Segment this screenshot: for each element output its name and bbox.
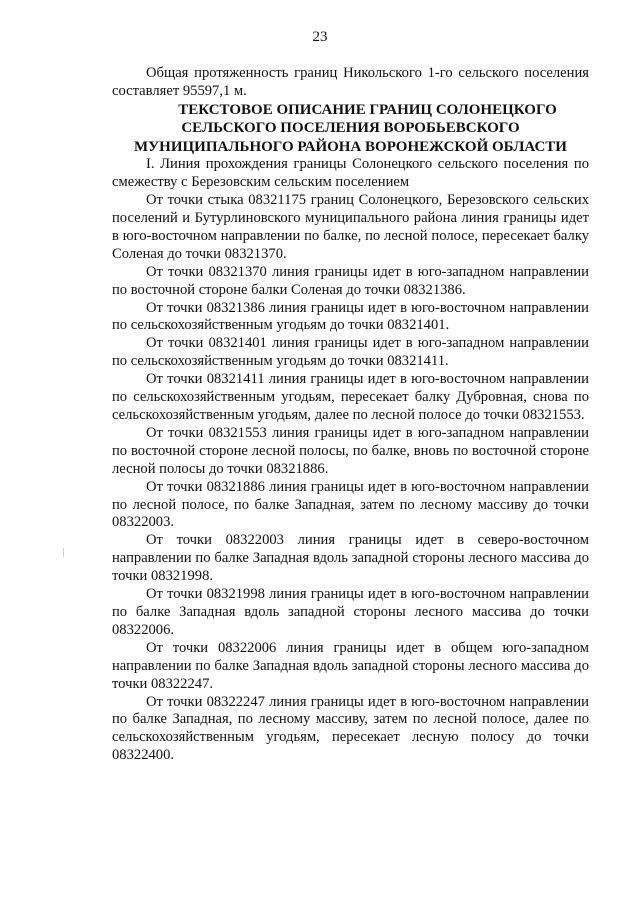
page-number: 23: [312, 29, 328, 45]
boundary-paragraph: От точки 08322247 линия границы идет в юго-восточном направлении по балке Западная, по лесному массиву, затем по лесной полосе, далее по сельскохозяйственным угодьям, пересекает лесную полосу до точки 08322400.: [112, 693, 589, 764]
boundary-paragraph: От точки 08321998 линия границы идет в юго-восточном направлении по балке Западная вдоль западной стороны лесного массива до точки 08322006.: [112, 586, 589, 638]
boundary-paragraph: От точки 08322006 линия границы идет в общем юго-западном направлении по балке Западная вдоль западной стороны лесного массива до точки 08322247.: [112, 639, 589, 692]
boundary-paragraph: От точки стыка 08321175 границ Солонецкого, Березовского сельских поселений и Бутурлиновского муниципального района линия границы идет в юго-восточном направлении по балке, по лесной полосе, пересекает балку Соленая до точки 08321370.: [112, 192, 589, 262]
boundary-paragraph: От точки 08321386 линия границы идет в юго-восточном направлении по сельскохозяйственным угодьям до точки 08321401.: [112, 299, 589, 334]
section-heading: I. Линия прохождения границы Солонецкого сельского поселения по смежеству с Березовским сельским поселением: [112, 156, 589, 191]
boundary-paragraph: От точки 08321553 линия границы идет в юго-западном направлении по восточной стороне лесной полосы, по балке, вновь по восточной стороне лесной полосы до точки 08321886.: [112, 424, 589, 477]
boundary-paragraph: От точки 08321370 линия границы идет в юго-западном направлении по восточной стороне балки Соленая до точки 08321386.: [112, 263, 589, 298]
boundary-paragraph: От точки 08322003 линия границы идет в северо-восточном направлении по балке Западная вдоль западной стороны лесного массива до точки 08321998.: [112, 532, 589, 585]
intro-paragraph: Общая протяженность границ Никольского 1-го сельского поселения составляет 95597,1 м.: [112, 65, 589, 99]
section-title: ТЕКСТОВОЕ ОПИСАНИЕ ГРАНИЦ СОЛОНЕЦКОГО СЕЛЬСКОГО ПОСЕЛЕНИЯ ВОРОБЬЕВСКОГО МУНИЦИПАЛЬНОГО РАЙОНА ВОРОНЕЖСКОЙ ОБЛАСТИ: [134, 101, 567, 155]
boundary-paragraph: От точки 08321411 линия границы идет в юго-восточном направлении по сельскохозяйственным угодьям, пересекает балку Дубровная, снова по сельскохозяйственным угодьям, далее по лесной полосе до точки 08321553.: [112, 371, 589, 423]
margin-mark: [63, 548, 64, 557]
boundary-paragraph: От точки 08321886 линия границы идет в юго-восточном направлении по лесной полосе, по балке Западная, затем по лесному массиву до точки 08322003.: [112, 478, 589, 531]
boundary-paragraph: От точки 08321401 линия границы идет в юго-западном направлении по сельскохозяйственным угодьям до точки 08321411.: [112, 335, 589, 370]
document-body: [112, 65, 589, 765]
